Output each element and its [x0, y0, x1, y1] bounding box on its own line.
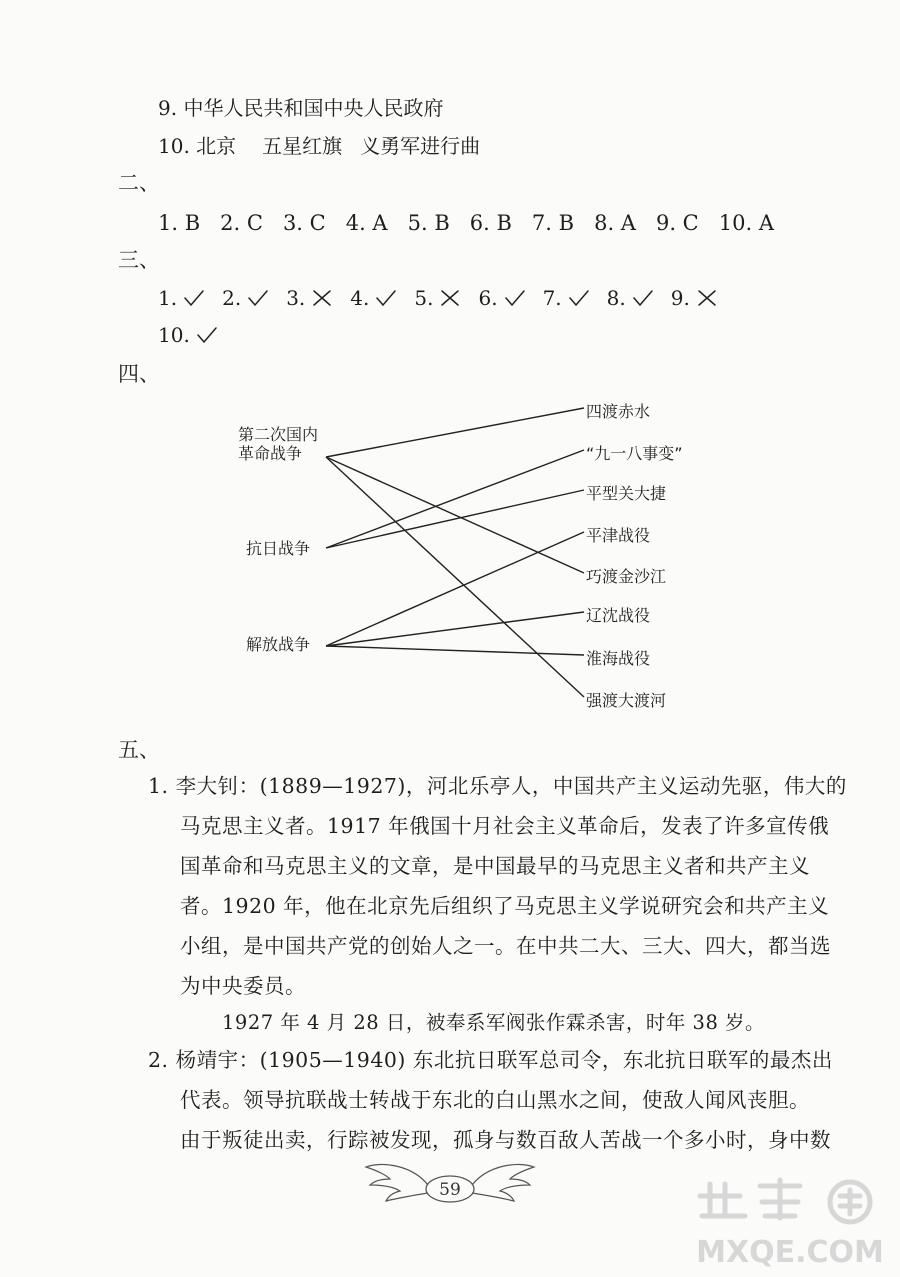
section-heading-3: 三、	[118, 248, 160, 272]
tf-answer	[543, 286, 590, 310]
page-number-badge	[360, 1155, 540, 1215]
mc-answer: 1. B	[158, 211, 201, 235]
answer-10-part-1: 10. 北京	[158, 134, 237, 158]
match-right-label: 辽沈战役	[586, 606, 651, 625]
mc-answer: 9. C	[655, 211, 699, 235]
section-heading-5: 五、	[118, 738, 160, 762]
tf-number: 10.	[158, 323, 190, 347]
tf-answer	[478, 286, 525, 310]
bio1-note	[222, 1003, 765, 1043]
check-mark-icon	[247, 288, 269, 308]
bio1-line-6: 为中央委员。	[180, 974, 306, 998]
tf-number: 3.	[286, 286, 306, 310]
page-number: 59	[439, 1180, 461, 1200]
match-right-label: 平津战役	[586, 526, 651, 545]
tf-number: 4.	[350, 286, 370, 310]
tf-number: 8.	[606, 286, 626, 310]
cross-mark-icon	[439, 288, 461, 308]
match-line	[326, 457, 584, 697]
mc-answer: 4. A	[345, 211, 388, 235]
tf-answer	[222, 286, 269, 310]
match-right-label: “九一八事变”	[586, 444, 683, 463]
match-line	[326, 646, 584, 655]
tf-number: 6.	[478, 286, 498, 310]
tf-number: 7.	[542, 286, 562, 310]
check-mark-icon	[568, 288, 590, 308]
bio1-note-line: 1927 年 4 月 28 日，被奉系军阀张作霖杀害，时年 38 岁。	[222, 1011, 766, 1034]
tf-answer	[607, 286, 654, 310]
answer-line-10	[158, 133, 480, 159]
bio2-line-1: 2. 杨靖宇：(1905—1940) 东北抗日联军总司令，东北抗日联军的最杰出	[148, 1048, 833, 1072]
match-right-label: 淮海战役	[586, 649, 651, 668]
mc-answer: 6. B	[469, 211, 512, 235]
tf-answer	[286, 286, 333, 310]
match-right-label: 巧渡金沙江	[586, 567, 667, 586]
check-mark-icon	[504, 288, 526, 308]
tf-number: 1.	[158, 286, 178, 310]
true-false-answers-row-1	[158, 285, 735, 311]
check-mark-icon	[375, 288, 397, 308]
tf-answer	[414, 286, 461, 310]
bio1-line-4: 者。1920 年，他在北京先后组织了马克思主义学说研究会和共产主义	[180, 894, 830, 918]
biography-yang-jingyu	[148, 1040, 833, 1160]
mc-answer: 5. B	[407, 211, 450, 235]
right-wing-icon	[472, 1164, 534, 1201]
tf-number: 5.	[414, 286, 434, 310]
answer-10-part-2: 五星红旗	[262, 134, 343, 158]
tf-answer	[158, 286, 205, 310]
answer-line-9: 9. 中华人民共和国中央人民政府	[158, 96, 444, 120]
bio2-line-3: 由于叛徒出卖，行踪被发现，孤身与数百敌人苦战一个多小时，身中数	[180, 1128, 831, 1152]
tf-number: 2.	[222, 286, 242, 310]
bio1-line-2: 马克思主义者。1917 年俄国十月社会主义革命后，发表了许多宣传俄	[180, 814, 830, 838]
mc-answer: 2. C	[220, 211, 263, 235]
tf-answer	[158, 323, 218, 347]
mc-answer: 10. A	[718, 211, 774, 235]
left-wing-icon	[366, 1164, 428, 1201]
check-mark-icon	[196, 325, 218, 345]
match-right-label: 强渡大渡河	[586, 691, 667, 710]
bio1-line-3: 国革命和马克思主义的文章，是中国最早的马克思主义者和共产主义	[180, 854, 810, 878]
mc-answer: 7. B	[531, 211, 575, 235]
bio1-line-1: 1. 李大钊：(1889—1927)，河北乐亭人，中国共产主义运动先驱，伟大的	[148, 774, 847, 798]
answer-10-part-3: 义勇军进行曲	[360, 134, 481, 158]
mc-answer: 3. C	[282, 211, 326, 235]
section-heading-2: 二、	[118, 171, 160, 195]
check-mark-icon	[632, 288, 654, 308]
tf-answer	[671, 286, 718, 310]
cross-mark-icon	[696, 288, 718, 308]
match-left-label: 解放战争	[246, 635, 311, 654]
match-right-label: 平型关大捷	[586, 484, 667, 503]
match-left-label: 抗日战争	[246, 539, 311, 558]
watermark-logo	[690, 1176, 890, 1271]
match-line	[326, 457, 584, 573]
biography-li-dazhao	[148, 766, 847, 1006]
matching-diagram	[0, 390, 900, 720]
mc-answer: 8. A	[594, 211, 636, 235]
true-false-answers-row-2	[158, 322, 235, 348]
tf-number: 9.	[670, 286, 690, 310]
cross-mark-icon	[311, 288, 333, 308]
match-line	[326, 408, 584, 457]
check-mark-icon	[183, 288, 205, 308]
tf-answer	[350, 286, 397, 310]
match-left-label: 第二次国内革命战争	[238, 425, 319, 463]
match-right-label: 四渡赤水	[586, 402, 651, 421]
bio1-line-5: 小组，是中国共产党的创始人之一。在中共二大、三大、四大，都当选	[180, 934, 831, 958]
multiple-choice-answers	[158, 210, 794, 236]
bio2-line-2: 代表。领导抗联战士转战于东北的白山黑水之间，使敌人闻风丧胆。	[180, 1088, 810, 1112]
watermark-text: MXQE.COM	[696, 1235, 884, 1270]
section-heading-4: 四、	[118, 362, 160, 386]
